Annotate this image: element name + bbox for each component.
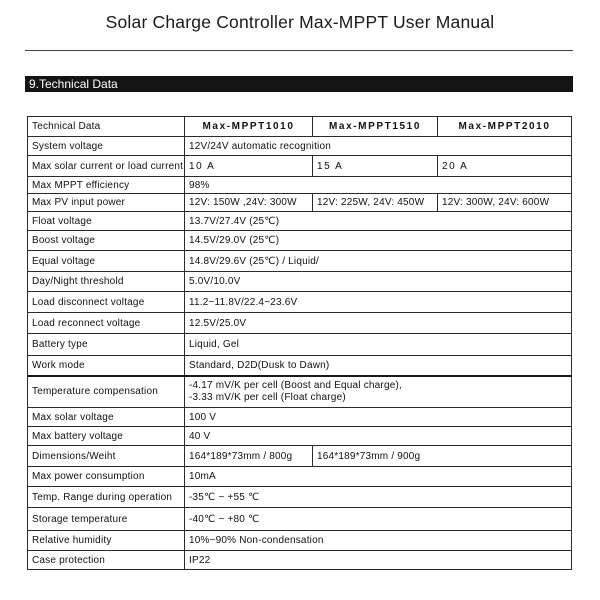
value-line: -3.33 mV/K per cell (Float charge) [189,391,346,403]
row-value: 11.2~11.8V/22.4~23.6V [185,292,572,313]
row-label: Equal voltage [28,251,185,272]
row-value: -35℃ ~ +55 ℃ [185,487,572,508]
title-divider [25,50,573,51]
row-label: Max solar current or load current [28,156,185,177]
row-label: Max solar voltage [28,408,185,427]
table-row [28,334,572,356]
row-label: Dimensions/Weiht [28,446,185,467]
table-row [28,531,572,551]
row-label: Work mode [28,356,185,376]
row-value: 20 A [438,156,572,177]
row-value: Liquid, Gel [185,334,572,356]
row-value: 10 A [185,156,313,177]
row-label: Battery type [28,334,185,356]
table-row [28,487,572,508]
row-value: 14.8V/29.6V (25℃) / Liquid/ [185,251,572,272]
row-value: 12V: 225W, 24V: 450W [313,194,438,212]
table-row [28,446,572,467]
row-label: Max battery voltage [28,427,185,446]
row-value: 12V: 150W ,24V: 300W [185,194,313,212]
row-value: 12V: 300W, 24V: 600W [438,194,572,212]
row-value: 40 V [185,427,572,446]
row-label: System voltage [28,137,185,156]
table-row [28,177,572,194]
row-value: 15 A [313,156,438,177]
row-value: 12V/24V automatic recognition [185,137,572,156]
header-label: Technical Data [28,117,185,137]
row-value: 100 V [185,408,572,427]
row-value: 98% [185,177,572,194]
table-row [28,356,572,376]
model-header: Max-MPPT1010 [185,117,313,137]
row-value: -40℃ ~ +80 ℃ [185,508,572,531]
row-label: Load disconnect voltage [28,292,185,313]
table-header-row [28,117,572,137]
model-header: Max-MPPT2010 [438,117,572,137]
table-row [28,427,572,446]
row-value: IP22 [185,551,572,570]
section-heading: 9.Technical Data [25,76,573,92]
table-row [28,313,572,334]
row-value: Standard, D2D(Dusk to Dawn) [185,356,572,376]
row-label: Temperature compensation [28,376,185,408]
row-label: Relative humidity [28,531,185,551]
row-label: Boost voltage [28,231,185,251]
row-value [185,376,572,408]
row-label: Case protection [28,551,185,570]
table-row [28,194,572,212]
table-row [28,292,572,313]
table-row [28,212,572,231]
row-value: 10%~90% Non-condensation [185,531,572,551]
row-label: Storage temperature [28,508,185,531]
table-row [28,508,572,531]
model-header: Max-MPPT1510 [313,117,438,137]
row-value: 164*189*73mm / 900g [313,446,572,467]
technical-data-table [27,116,572,570]
row-value: 10mA [185,467,572,487]
table-row [28,408,572,427]
table-row [28,467,572,487]
row-label: Max MPPT efficiency [28,177,185,194]
row-label: Day/Night threshold [28,272,185,292]
row-label: Load reconnect voltage [28,313,185,334]
row-value: 12.5V/25.0V [185,313,572,334]
value-line: -4.17 mV/K per cell (Boost and Equal charge), [189,379,402,391]
table-row [28,376,572,408]
row-value: 164*189*73mm / 800g [185,446,313,467]
row-value: 13.7V/27.4V (25℃) [185,212,572,231]
table-row [28,156,572,177]
row-value: 14.5V/29.0V (25℃) [185,231,572,251]
table-row [28,137,572,156]
row-label: Max PV input power [28,194,185,212]
table-row [28,551,572,570]
table-row [28,251,572,272]
document-title: Solar Charge Controller Max-MPPT User Manual [105,12,495,32]
table-row [28,272,572,292]
row-label: Float voltage [28,212,185,231]
row-label: Temp. Range during operation [28,487,185,508]
row-value: 5.0V/10.0V [185,272,572,292]
table-row [28,231,572,251]
row-label: Max power consumption [28,467,185,487]
